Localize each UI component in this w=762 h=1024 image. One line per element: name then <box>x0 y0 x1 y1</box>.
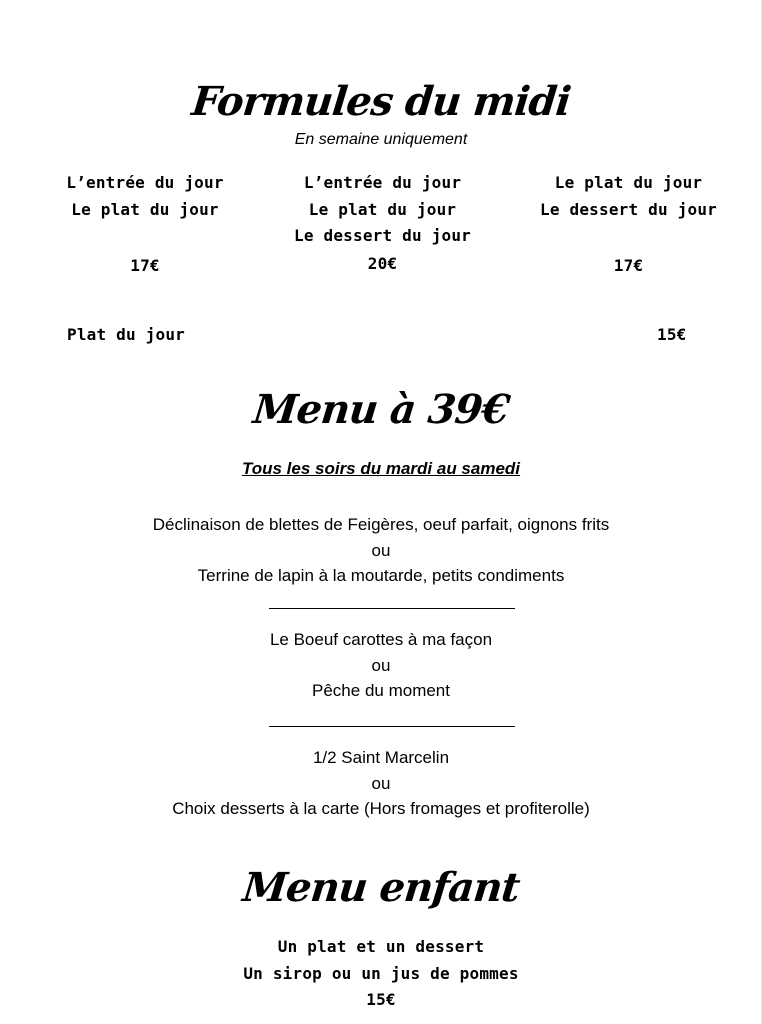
kids-title: Menu enfant <box>240 864 522 911</box>
formula-1 <box>60 170 230 290</box>
lunch-subtitle: En semaine uniquement <box>294 131 468 148</box>
kids-price: 15€ <box>366 990 396 1009</box>
menu39-main <box>0 627 762 704</box>
formula-item: Le dessert du jour <box>294 226 471 245</box>
course-option: Terrine de lapin à la moutarde, petits condiments <box>197 566 565 585</box>
formula-item: Le dessert du jour <box>540 199 717 219</box>
formula-price: 17€ <box>130 256 160 275</box>
menu39-subtitle: Tous les soirs du mardi au samedi <box>241 459 521 478</box>
formula-item: L’entrée du jour <box>303 173 462 192</box>
kids-line: Un plat et un dessert <box>277 937 485 956</box>
course-separator: ou <box>371 655 391 675</box>
menu39-starter <box>0 512 762 589</box>
course-option: Pêche du moment <box>312 681 450 700</box>
course-option: 1/2 Saint Marcelin <box>312 748 450 767</box>
formula-item: L’entrée du jour <box>66 173 224 192</box>
formula-2 <box>290 170 475 290</box>
course-option: Déclinaison de blettes de Feigères, oeuf parfait, oignons frits <box>152 515 610 534</box>
kids-menu <box>0 934 762 1014</box>
course-option: Le Boeuf carottes à ma façon <box>269 630 493 649</box>
formula-3 <box>536 170 721 290</box>
course-divider <box>269 608 515 609</box>
menu39-title: Menu à 39€ <box>251 386 512 433</box>
course-option: Choix desserts à la carte (Hors fromages et profiterolle) <box>172 799 590 818</box>
course-separator: ou <box>371 773 391 793</box>
kids-line: Un sirop ou un jus de pommes <box>243 963 519 983</box>
formula-price: 17€ <box>613 256 644 275</box>
course-separator: ou <box>371 540 391 560</box>
lunch-title: Formules du midi <box>189 78 573 125</box>
plat-du-jour-label: Plat du jour <box>67 325 185 344</box>
menu39-dessert <box>0 745 762 822</box>
formula-item: Le plat du jour <box>554 173 703 192</box>
formula-price: 20€ <box>367 254 398 273</box>
course-divider <box>269 726 515 727</box>
formula-item: Le plat du jour <box>71 199 219 219</box>
formula-item: Le plat du jour <box>308 199 457 219</box>
plat-du-jour-price: 15€ <box>657 325 687 344</box>
